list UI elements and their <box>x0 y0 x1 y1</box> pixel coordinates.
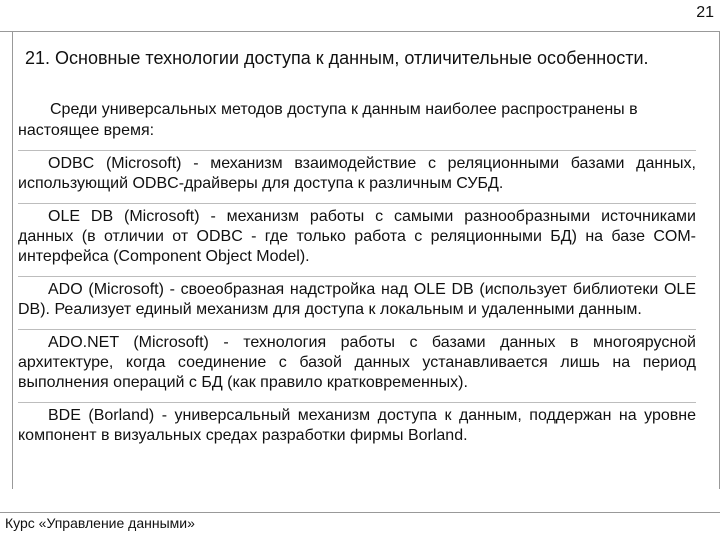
tech-description: (Microsoft) - технология работы с базами данных в многоярусной архитектуре, когда соединение с базой данных устанавливается лишь на период выполнения операций с БД (как правило кратковременных). <box>18 334 696 391</box>
tech-description: (Microsoft) - своеобразная надстройка над OLE DB (использует библиотеки OLE DB). Реализует единый механизм для доступа к локальным и удаленными данным. <box>18 281 696 318</box>
tech-description: (Borland) - универсальный механизм доступа к данным, поддержан на уровне компонент в визуальных средах разработки фирмы Borland. <box>18 407 696 444</box>
tech-term: ADO <box>48 281 83 298</box>
section-heading: 21. Основные технологии доступа к данным, отличительные особенности. <box>25 48 649 68</box>
content-body <box>18 99 696 446</box>
tech-item-bde <box>18 402 696 446</box>
footer-rule <box>0 512 720 513</box>
top-rule <box>0 31 720 32</box>
tech-item-ado <box>18 276 696 320</box>
tech-term: OLE DB <box>48 208 114 225</box>
tech-term: BDE <box>48 407 81 424</box>
tech-description: (Microsoft) - механизм взаимодействие с реляционными базами данных, использующий ODBC-драйверы для доступа к различным СУБД. <box>18 155 696 192</box>
page-number: 21 <box>696 4 714 21</box>
course-footer: Курс «Управление данными» <box>5 515 195 531</box>
tech-item-adonet <box>18 329 696 393</box>
intro-paragraph: Среди универсальных методов доступа к данным наиболее распространены в настоящее время: <box>18 101 638 139</box>
tech-term: ADO.NET <box>48 334 119 351</box>
tech-item-odbc <box>18 150 696 194</box>
tech-term: ODBC <box>48 155 95 172</box>
frame-left-line <box>12 31 13 489</box>
tech-item-oledb <box>18 203 696 267</box>
tech-description: (Microsoft) - механизм работы с самыми разнообразными источниками данных (в отличии от ODBC - где только работа с реляционными БД) на базе COM-интерфейса (Component Object Model). <box>18 208 696 265</box>
